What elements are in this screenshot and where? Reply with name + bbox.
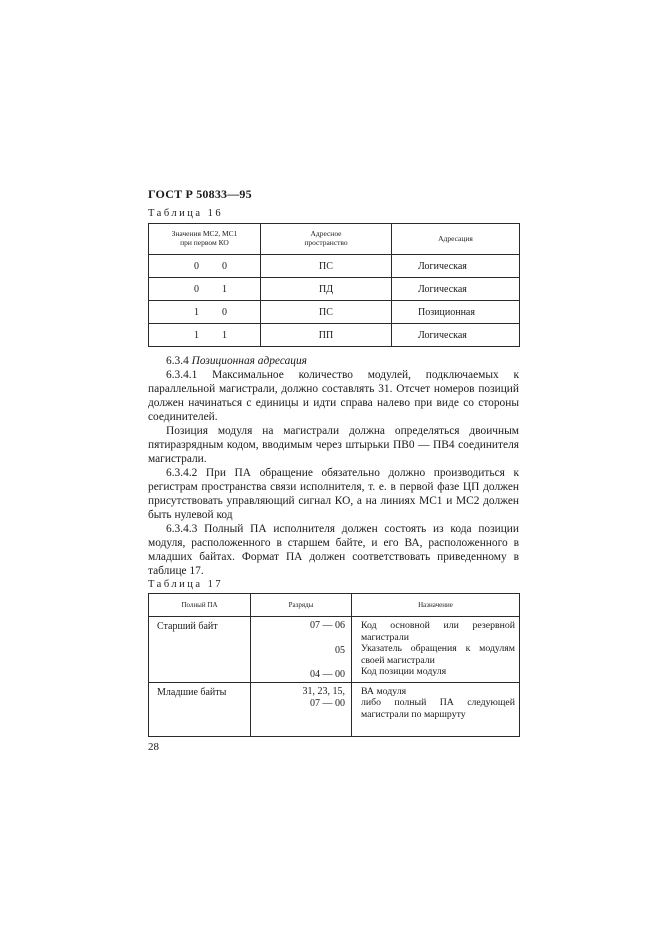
bit-range: 07 — 00 — [310, 698, 345, 709]
table-17 — [148, 593, 520, 737]
bit-range: 31, 23, 15, — [302, 685, 345, 697]
mc1-value: 1 — [222, 283, 227, 295]
table-row — [149, 301, 520, 324]
bit-range: 07 — 06 — [310, 620, 345, 631]
mc1-value: 0 — [222, 260, 227, 272]
address-space: ПС — [261, 301, 392, 324]
purpose-text: Код основной или резервной магистрали — [361, 620, 515, 643]
mc1-value: 0 — [222, 306, 227, 318]
paragraph: 6.3.4.3 Полный ПА исполнителя должен состоять из кода позиции модуля, расположенного в старшем байте, и его ВА, расположенного в младших байтах. Формат ПА должен соответствовать приведенному в таблице 17. — [148, 523, 519, 577]
paragraph: 6.3.4.2 При ПА обращение обязательно должно производиться к регистрам пространства связи исполнителя, т. е. в первой фазе ЦП должен присутствовать управляющий сигнал КО, а на линиях МС1 и МС2 должен быть нулевой код — [148, 467, 519, 521]
row-label: Старший байт — [149, 617, 251, 683]
addressing-type: Логическая — [392, 255, 520, 278]
addressing-type: Позиционная — [392, 301, 520, 324]
purpose-text: ВА модуля — [361, 685, 407, 697]
table-row — [149, 682, 520, 736]
address-space: ПД — [261, 278, 392, 301]
mc2-value: 0 — [194, 260, 199, 272]
paragraph: Позиция модуля на магистрали должна определяться двоичным пятиразрядным кодом, вводимым через штырьки ПВ0 — ПВ4 соединителя магистрали. — [148, 425, 519, 465]
page-number: 28 — [148, 741, 159, 753]
section-heading — [148, 354, 519, 368]
document-header: ГОСТ Р 50833—95 — [148, 187, 252, 201]
address-space: ПП — [261, 324, 392, 347]
mc2-value: 1 — [194, 329, 199, 341]
address-space: ПС — [261, 255, 392, 278]
table-row — [149, 324, 520, 347]
row-label: Младшие байты — [149, 682, 251, 736]
t16-header-values: Значения МС2, МС1 при первом КО — [149, 224, 261, 255]
section-number: 6.3.4 — [166, 355, 189, 367]
mc2-value: 1 — [194, 306, 199, 318]
purpose-text: Код позиции модуля — [361, 666, 447, 677]
table-row — [149, 255, 520, 278]
bit-range: 04 — 00 — [310, 669, 345, 680]
section-title: Позиционная адресация — [191, 355, 307, 367]
t17-header-bits: Разряды — [251, 594, 352, 617]
t17-header-full-pa: Полный ПА — [149, 594, 251, 617]
mc1-value: 1 — [222, 329, 227, 341]
purpose-text: Указатель обращения к модулям своей магистрали — [361, 643, 515, 666]
table17-caption: Таблица 17 — [148, 579, 224, 590]
table-row — [149, 617, 520, 683]
section-body — [148, 354, 519, 578]
table-16 — [148, 223, 520, 347]
t17-header-purpose: Назначение — [352, 594, 520, 617]
purpose-text: либо полный ПА следующей магистрали по маршруту — [361, 697, 515, 720]
paragraph: 6.3.4.1 Максимальное количество модулей, подключаемых к параллельной магистрали, должно составлять 31. Отсчет номеров позиций должен начинаться с единицы и идти справа налево при виде со стороны соединителей. — [148, 369, 519, 423]
addressing-type: Логическая — [392, 324, 520, 347]
addressing-type: Логическая — [392, 278, 520, 301]
table16-caption: Таблица 16 — [148, 208, 224, 219]
mc2-value: 0 — [194, 283, 199, 295]
t16-header-addressing: Адресация — [392, 224, 520, 255]
table-row — [149, 278, 520, 301]
t16-header-space: Адресное пространство — [261, 224, 392, 255]
bit-range: 05 — [335, 644, 345, 656]
